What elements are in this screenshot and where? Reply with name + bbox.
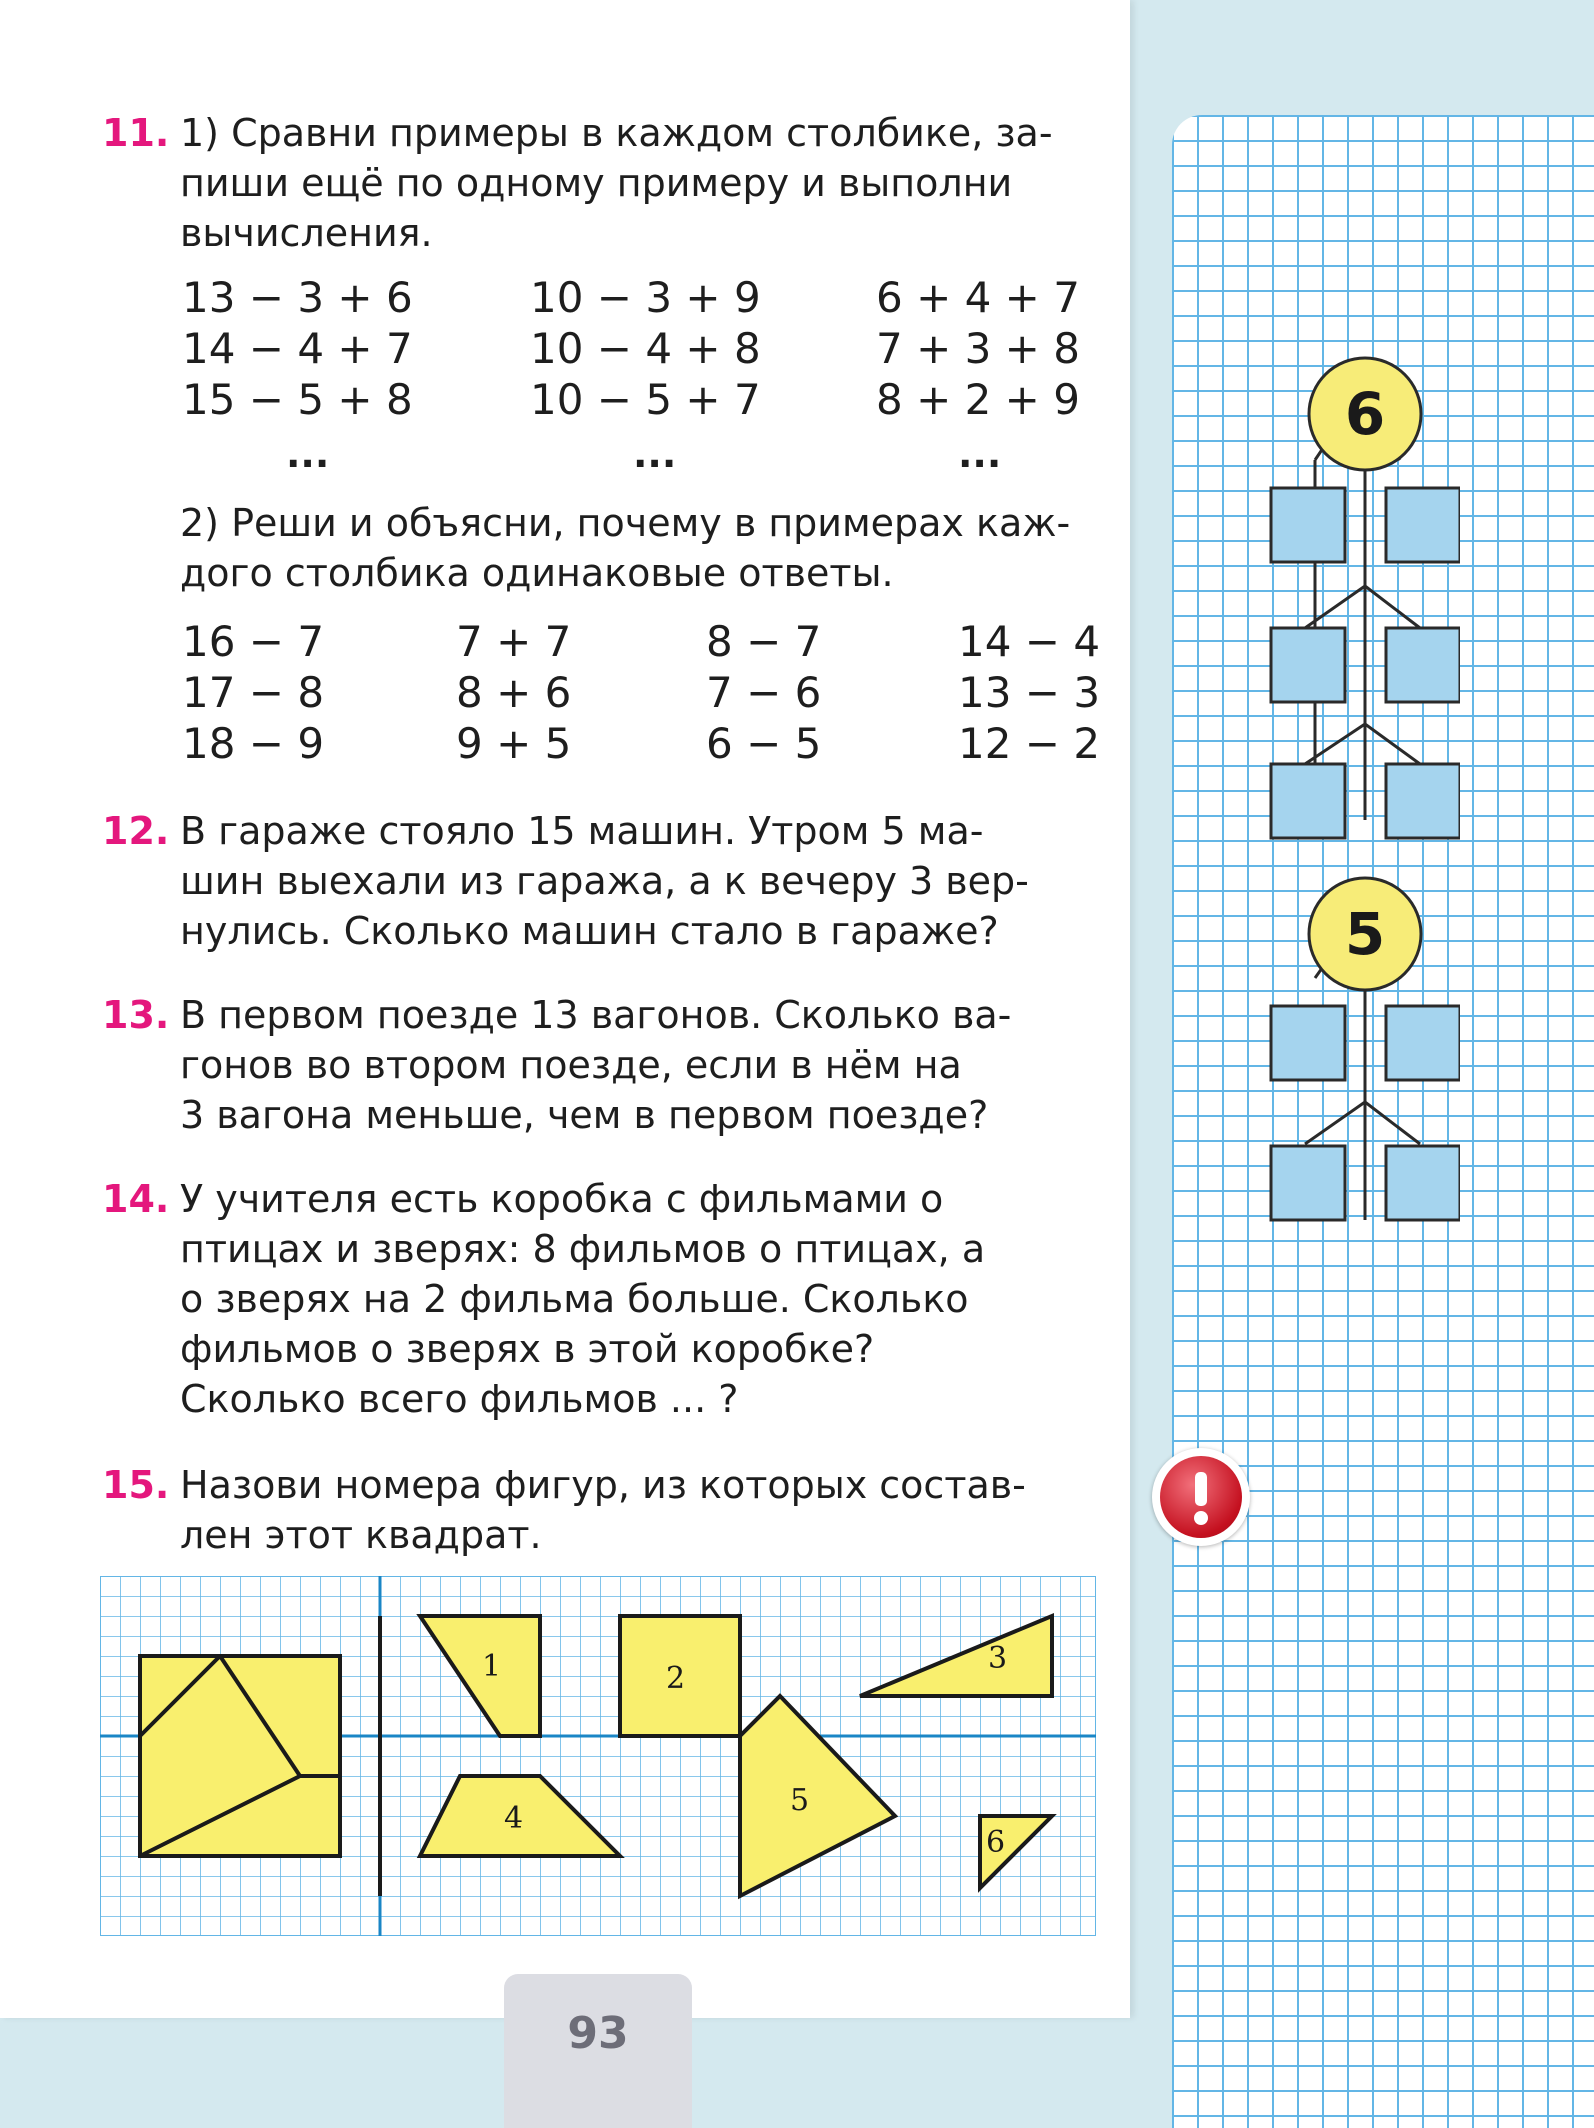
example: 9 + 5 [456, 719, 572, 768]
answer-box [1271, 764, 1345, 838]
text-line: о зверях на 2 фильма больше. Сколько [180, 1277, 969, 1321]
example: 6 + 4 + 7 [876, 273, 1080, 322]
task-11-group-2 [456, 616, 571, 769]
example: 17 − 8 [182, 668, 325, 717]
task-11-number: 11. [102, 111, 170, 155]
shape-label: 5 [790, 1783, 810, 1818]
example: 10 − 3 + 9 [530, 273, 761, 322]
shape-label: 1 [482, 1649, 502, 1684]
composed-square [140, 1656, 340, 1856]
task-15-figure [100, 1576, 1096, 1936]
text-line: 1) Сравни примеры в каждом столбике, за- [180, 111, 1053, 155]
ellipsis: ... [633, 432, 677, 476]
task-15-number: 15. [102, 1463, 170, 1507]
text-line: вычисления. [180, 211, 433, 255]
tree-number: 5 [1344, 900, 1386, 968]
text-line: лен этот квадрат. [180, 1513, 542, 1557]
example: 16 − 7 [182, 617, 325, 666]
answer-box [1386, 1146, 1460, 1220]
answer-box [1386, 764, 1460, 838]
answer-box [1271, 488, 1345, 562]
shape-label: 2 [666, 1661, 686, 1696]
task-13-number: 13. [102, 993, 170, 1037]
example: 10 − 4 + 8 [530, 324, 761, 373]
task-14-text [180, 1174, 1090, 1424]
number-trees [1260, 350, 1460, 1230]
example: 14 − 4 + 7 [182, 324, 413, 373]
task-11-group-4 [958, 616, 1100, 769]
tree-6 [1271, 358, 1460, 838]
answer-box [1386, 488, 1460, 562]
task-11-part2-text [180, 498, 1090, 598]
example: 13 − 3 + 6 [182, 273, 413, 322]
example: 10 − 5 + 7 [530, 375, 761, 424]
example: 7 + 3 + 8 [876, 324, 1080, 373]
tree-5 [1271, 878, 1460, 1220]
page-number-tab [504, 1974, 692, 2128]
attention-badge [1152, 1448, 1250, 1546]
text-line: В гараже стояло 15 машин. Утром 5 ма- [180, 809, 984, 853]
task-11-column-1 [182, 272, 413, 425]
text-line: нулись. Сколько машин стало в гараже? [180, 909, 999, 953]
text-line: 2) Реши и объясни, почему в примерах каж- [180, 501, 1071, 545]
example: 14 − 4 [958, 617, 1101, 666]
task-15-text [180, 1460, 1090, 1560]
shape-label: 3 [988, 1641, 1008, 1676]
answer-box [1271, 628, 1345, 702]
example: 8 + 2 + 9 [876, 375, 1080, 424]
answer-box [1271, 1146, 1345, 1220]
text-line: 3 вагона меньше, чем в первом поезде? [180, 1093, 989, 1137]
example: 12 − 2 [958, 719, 1101, 768]
answer-box [1386, 628, 1460, 702]
example: 8 + 6 [456, 668, 572, 717]
text-line: шин выехали из гаража, а к вечеру 3 вер- [180, 859, 1029, 903]
task-11-group-3 [706, 616, 821, 769]
exclamation-icon [1152, 1448, 1250, 1546]
example: 13 − 3 [958, 668, 1101, 717]
task-11-column-3 [876, 272, 1080, 425]
page-number: 93 [567, 2008, 629, 2059]
task-11-group-1 [182, 616, 324, 769]
text-line: птицах и зверях: 8 фильмов о птицах, а [180, 1227, 986, 1271]
tree-number: 6 [1344, 380, 1386, 448]
shape-label: 4 [504, 1801, 524, 1836]
example: 7 + 7 [456, 617, 572, 666]
answer-box [1271, 1006, 1345, 1080]
text-line: дого столбика одинаковые ответы. [180, 551, 894, 595]
text-line: Назови номера фигур, из которых состав- [180, 1463, 1026, 1507]
text-line: Сколько всего фильмов ... ? [180, 1377, 739, 1421]
task-12-number: 12. [102, 809, 170, 853]
task-14-number: 14. [102, 1177, 170, 1221]
task-13-text [180, 990, 1090, 1140]
example: 8 − 7 [706, 617, 822, 666]
text-line: В первом поезде 13 вагонов. Сколько ва- [180, 993, 1012, 1037]
example: 7 − 6 [706, 668, 822, 717]
task-12-text [180, 806, 1090, 956]
example: 6 − 5 [706, 719, 822, 768]
shape-label: 6 [986, 1825, 1006, 1860]
text-line: гонов во втором поезде, если в нём на [180, 1043, 962, 1087]
answer-box [1386, 1006, 1460, 1080]
example: 15 − 5 + 8 [182, 375, 413, 424]
text-line: У учителя есть коробка с фильмами о [180, 1177, 944, 1221]
text-line: фильмов о зверях в этой коробке? [180, 1327, 875, 1371]
text-line: пиши ещё по одному примеру и выполни [180, 161, 1013, 205]
ellipsis: ... [958, 432, 1002, 476]
ellipsis: ... [286, 432, 330, 476]
task-11-part1-text [180, 108, 1090, 258]
example: 18 − 9 [182, 719, 325, 768]
task-11-column-2 [530, 272, 761, 425]
